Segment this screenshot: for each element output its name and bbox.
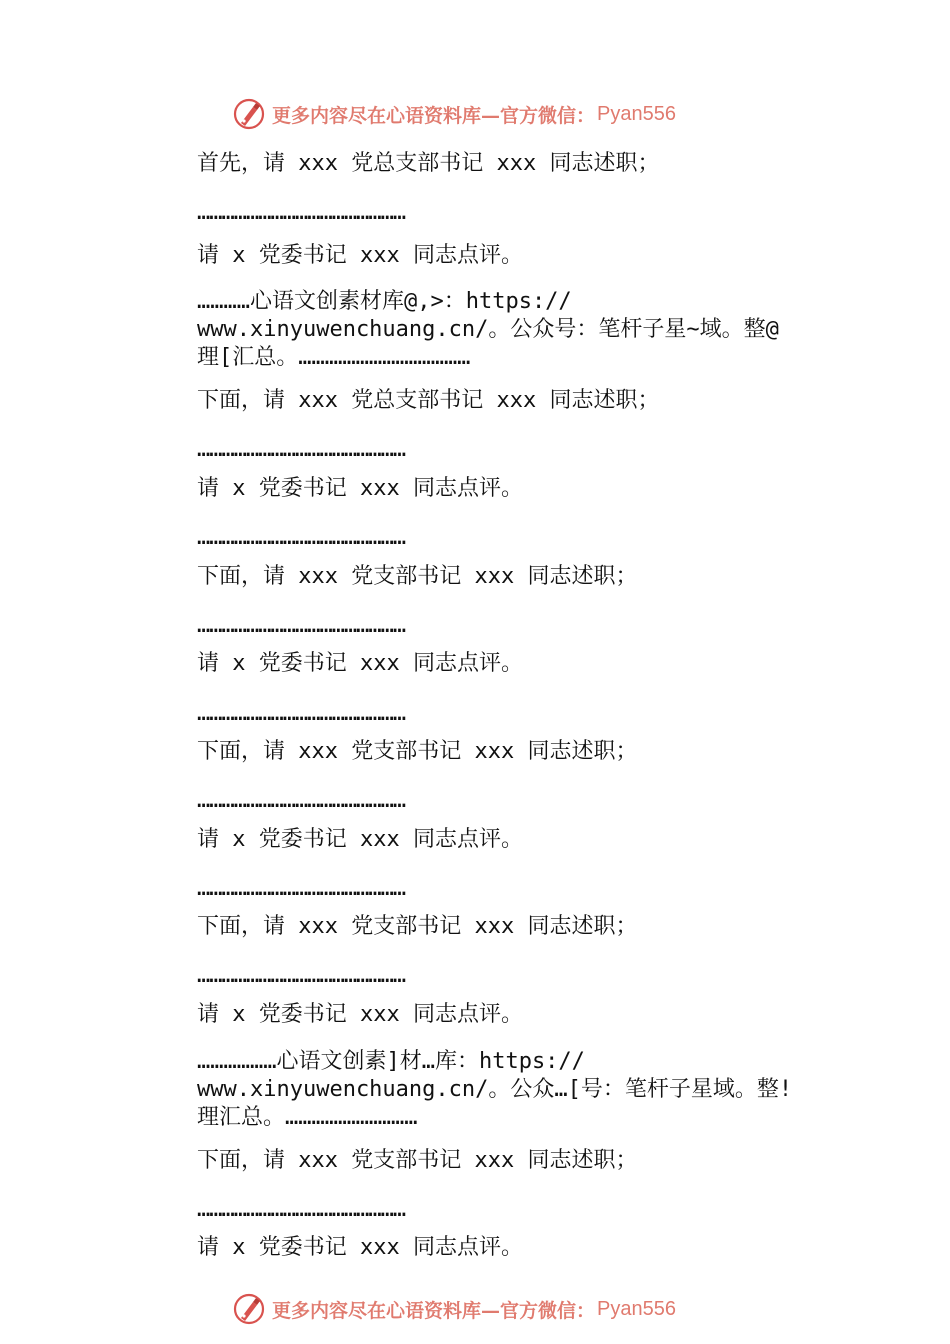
footer-banner [232,1291,676,1327]
text-line: …………心语文创素材库@,>：https:// [197,289,572,314]
text-paragraph [197,1234,523,1262]
text-paragraph [197,242,523,270]
text-paragraph [197,650,523,678]
text-line: 请 x 党委书记 xxx 同志点评。 [197,651,523,676]
text-line: 理汇总。………………………… [197,1105,418,1130]
banner-handle: Pyan556 [597,1297,676,1320]
text-line: www.xinyuwenchuang.cn/。公众…[号：笔杆子星域。整! [197,1077,793,1102]
dot-leader-line: …………………………………………… [197,200,406,225]
text-paragraph [197,150,659,178]
text-line: 请 x 党委书记 xxx 同志点评。 [197,1002,523,1027]
dot-leader-line: …………………………………………… [197,701,406,726]
dot-leader-line: …………………………………………… [197,963,406,988]
pen-logo-icon [232,97,266,131]
dot-leader-paragraph [197,875,607,903]
dot-leader-paragraph [197,700,607,728]
text-paragraph [197,1147,637,1175]
text-line: 请 x 党委书记 xxx 同志点评。 [197,827,523,852]
text-line: 请 x 党委书记 xxx 同志点评。 [197,1235,523,1260]
text-line: 理[汇总。………………………………… [197,345,471,370]
banner-text: 更多内容尽在心语资料库—官方微信： [272,1299,596,1322]
dot-leader-line: …………………………………………… [197,437,406,462]
text-line: 首先，请 xxx 党总支部书记 xxx 同志述职； [197,151,660,176]
text-line: 下面，请 xxx 党支部书记 xxx 同志述职； [197,739,638,764]
banner-handle: Pyan556 [597,102,676,125]
text-paragraph [197,387,659,415]
text-paragraph [197,288,779,372]
dot-leader-paragraph [197,962,607,990]
dot-leader-line: …………………………………………… [197,525,406,550]
text-paragraph [197,1001,523,1029]
dot-leader-line: …………………………………………… [197,613,406,638]
text-paragraph [197,826,523,854]
dot-leader-paragraph [197,524,607,552]
text-paragraph [197,738,637,766]
pen-logo-icon [232,1292,266,1326]
text-line: 下面，请 xxx 党支部书记 xxx 同志述职； [197,914,638,939]
dot-leader-paragraph [197,436,607,464]
text-line: www.xinyuwenchuang.cn/。公众号：笔杆子星~域。整@ [197,317,779,342]
text-line: 下面，请 xxx 党支部书记 xxx 同志述职； [197,1148,638,1173]
text-line: 下面，请 xxx 党支部书记 xxx 同志述职； [197,564,638,589]
text-line: 请 x 党委书记 xxx 同志点评。 [197,476,523,501]
text-paragraph [197,913,637,941]
dot-leader-paragraph [197,199,607,227]
header-banner [232,96,676,132]
dot-leader-paragraph [197,787,607,815]
text-paragraph [197,475,523,503]
text-paragraph [197,1048,792,1132]
dot-leader-line: …………………………………………… [197,788,406,813]
dot-leader-line: …………………………………………… [197,876,406,901]
text-line: 请 x 党委书记 xxx 同志点评。 [197,243,523,268]
banner-text: 更多内容尽在心语资料库—官方微信： [272,104,596,127]
dot-leader-paragraph [197,612,607,640]
text-line: ………………心语文创素]材…库：https:// [197,1049,585,1074]
dot-leader-line: …………………………………………… [197,1197,406,1222]
text-line: 下面，请 xxx 党总支部书记 xxx 同志述职； [197,388,660,413]
text-paragraph [197,563,637,591]
dot-leader-paragraph [197,1196,607,1224]
